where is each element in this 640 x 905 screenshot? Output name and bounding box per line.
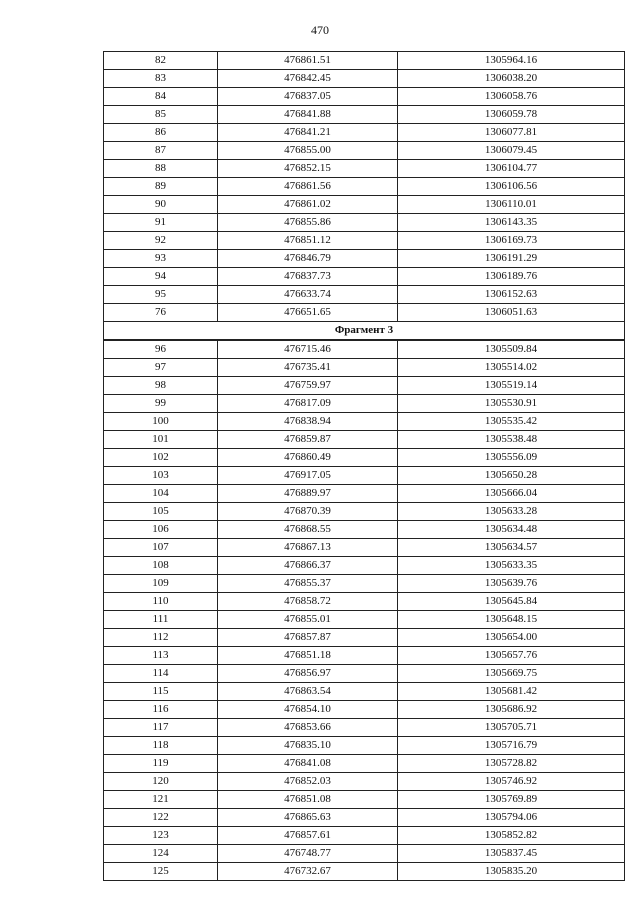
point-number-cell: 88 (104, 160, 218, 178)
table-row (104, 827, 625, 845)
point-number-cell: 76 (104, 304, 218, 322)
point-number-cell: 83 (104, 70, 218, 88)
point-number-cell: 120 (104, 773, 218, 791)
x-coordinate-cell: 476889.97 (218, 485, 398, 503)
x-coordinate-cell: 476857.87 (218, 629, 398, 647)
x-coordinate-cell: 476863.54 (218, 683, 398, 701)
y-coordinate-cell: 1306051.63 (398, 304, 625, 322)
table-row (104, 286, 625, 304)
point-number-cell: 105 (104, 503, 218, 521)
point-number-cell: 93 (104, 250, 218, 268)
x-coordinate-cell: 476858.72 (218, 593, 398, 611)
x-coordinate-cell: 476748.77 (218, 845, 398, 863)
point-number-cell: 87 (104, 142, 218, 160)
point-number-cell: 85 (104, 106, 218, 124)
y-coordinate-cell: 1305705.71 (398, 719, 625, 737)
y-coordinate-cell: 1305648.15 (398, 611, 625, 629)
table-row (104, 683, 625, 701)
point-number-cell: 95 (104, 286, 218, 304)
table-row (104, 791, 625, 809)
y-coordinate-cell: 1305633.35 (398, 557, 625, 575)
table-row (104, 196, 625, 214)
point-number-cell: 89 (104, 178, 218, 196)
y-coordinate-cell: 1306104.77 (398, 160, 625, 178)
y-coordinate-cell: 1305794.06 (398, 809, 625, 827)
table-row (104, 593, 625, 611)
x-coordinate-cell: 476846.79 (218, 250, 398, 268)
point-number-cell: 92 (104, 232, 218, 250)
point-number-cell: 109 (104, 575, 218, 593)
x-coordinate-cell: 476861.51 (218, 52, 398, 70)
x-coordinate-cell: 476759.97 (218, 377, 398, 395)
x-coordinate-cell: 476732.67 (218, 863, 398, 881)
y-coordinate-cell: 1305769.89 (398, 791, 625, 809)
x-coordinate-cell: 476855.86 (218, 214, 398, 232)
table-row (104, 52, 625, 70)
y-coordinate-cell: 1305835.20 (398, 863, 625, 881)
table-row (104, 737, 625, 755)
table-row (104, 304, 625, 322)
point-number-cell: 123 (104, 827, 218, 845)
point-number-cell: 113 (104, 647, 218, 665)
y-coordinate-cell: 1306169.73 (398, 232, 625, 250)
table-row (104, 503, 625, 521)
y-coordinate-cell: 1305514.02 (398, 359, 625, 377)
table-row (104, 124, 625, 142)
point-number-cell: 111 (104, 611, 218, 629)
table-row (104, 268, 625, 286)
y-coordinate-cell: 1306058.76 (398, 88, 625, 106)
y-coordinate-cell: 1305639.76 (398, 575, 625, 593)
x-coordinate-cell: 476865.63 (218, 809, 398, 827)
y-coordinate-cell: 1305681.42 (398, 683, 625, 701)
point-number-cell: 114 (104, 665, 218, 683)
point-number-cell: 108 (104, 557, 218, 575)
x-coordinate-cell: 476817.09 (218, 395, 398, 413)
y-coordinate-cell: 1305634.48 (398, 521, 625, 539)
page-number: 470 (311, 23, 329, 37)
point-number-cell: 104 (104, 485, 218, 503)
point-number-cell: 103 (104, 467, 218, 485)
point-number-cell: 118 (104, 737, 218, 755)
point-number-cell: 101 (104, 431, 218, 449)
coordinates-table (103, 51, 625, 881)
table-row (104, 557, 625, 575)
point-number-cell: 84 (104, 88, 218, 106)
y-coordinate-cell: 1305509.84 (398, 340, 625, 359)
y-coordinate-cell: 1306143.35 (398, 214, 625, 232)
table-row (104, 178, 625, 196)
table-row (104, 359, 625, 377)
table-row (104, 88, 625, 106)
x-coordinate-cell: 476837.73 (218, 268, 398, 286)
x-coordinate-cell: 476835.10 (218, 737, 398, 755)
x-coordinate-cell: 476868.55 (218, 521, 398, 539)
coordinates-table-body (104, 52, 625, 881)
x-coordinate-cell: 476852.15 (218, 160, 398, 178)
table-row (104, 809, 625, 827)
y-coordinate-cell: 1305634.57 (398, 539, 625, 557)
x-coordinate-cell: 476715.46 (218, 340, 398, 359)
point-number-cell: 97 (104, 359, 218, 377)
x-coordinate-cell: 476633.74 (218, 286, 398, 304)
table-row (104, 845, 625, 863)
section-title: Фрагмент 3 (104, 322, 625, 341)
y-coordinate-cell: 1305654.00 (398, 629, 625, 647)
y-coordinate-cell: 1305519.14 (398, 377, 625, 395)
point-number-cell: 119 (104, 755, 218, 773)
x-coordinate-cell: 476853.66 (218, 719, 398, 737)
y-coordinate-cell: 1305556.09 (398, 449, 625, 467)
y-coordinate-cell: 1305728.82 (398, 755, 625, 773)
x-coordinate-cell: 476857.61 (218, 827, 398, 845)
point-number-cell: 125 (104, 863, 218, 881)
table-row (104, 485, 625, 503)
y-coordinate-cell: 1305657.76 (398, 647, 625, 665)
y-coordinate-cell: 1306189.76 (398, 268, 625, 286)
table-row (104, 575, 625, 593)
point-number-cell: 96 (104, 340, 218, 359)
y-coordinate-cell: 1305666.04 (398, 485, 625, 503)
x-coordinate-cell: 476859.87 (218, 431, 398, 449)
table-row (104, 232, 625, 250)
y-coordinate-cell: 1305645.84 (398, 593, 625, 611)
x-coordinate-cell: 476917.05 (218, 467, 398, 485)
x-coordinate-cell: 476861.56 (218, 178, 398, 196)
point-number-cell: 107 (104, 539, 218, 557)
point-number-cell: 90 (104, 196, 218, 214)
point-number-cell: 116 (104, 701, 218, 719)
x-coordinate-cell: 476866.37 (218, 557, 398, 575)
y-coordinate-cell: 1306079.45 (398, 142, 625, 160)
x-coordinate-cell: 476841.08 (218, 755, 398, 773)
y-coordinate-cell: 1305538.48 (398, 431, 625, 449)
y-coordinate-cell: 1305669.75 (398, 665, 625, 683)
x-coordinate-cell: 476854.10 (218, 701, 398, 719)
point-number-cell: 106 (104, 521, 218, 539)
x-coordinate-cell: 476841.21 (218, 124, 398, 142)
table-row (104, 250, 625, 268)
x-coordinate-cell: 476855.37 (218, 575, 398, 593)
point-number-cell: 117 (104, 719, 218, 737)
table-row (104, 629, 625, 647)
x-coordinate-cell: 476861.02 (218, 196, 398, 214)
table-row (104, 467, 625, 485)
point-number-cell: 112 (104, 629, 218, 647)
y-coordinate-cell: 1305530.91 (398, 395, 625, 413)
point-number-cell: 122 (104, 809, 218, 827)
x-coordinate-cell: 476837.05 (218, 88, 398, 106)
point-number-cell: 98 (104, 377, 218, 395)
y-coordinate-cell: 1305535.42 (398, 413, 625, 431)
point-number-cell: 124 (104, 845, 218, 863)
x-coordinate-cell: 476855.00 (218, 142, 398, 160)
point-number-cell: 86 (104, 124, 218, 142)
y-coordinate-cell: 1306106.56 (398, 178, 625, 196)
y-coordinate-cell: 1305746.92 (398, 773, 625, 791)
table-row (104, 377, 625, 395)
section-row (104, 322, 625, 341)
x-coordinate-cell: 476651.65 (218, 304, 398, 322)
y-coordinate-cell: 1306059.78 (398, 106, 625, 124)
y-coordinate-cell: 1306038.20 (398, 70, 625, 88)
x-coordinate-cell: 476852.03 (218, 773, 398, 791)
x-coordinate-cell: 476855.01 (218, 611, 398, 629)
point-number-cell: 91 (104, 214, 218, 232)
y-coordinate-cell: 1305852.82 (398, 827, 625, 845)
y-coordinate-cell: 1305716.79 (398, 737, 625, 755)
y-coordinate-cell: 1305633.28 (398, 503, 625, 521)
point-number-cell: 99 (104, 395, 218, 413)
y-coordinate-cell: 1306152.63 (398, 286, 625, 304)
table-row (104, 214, 625, 232)
x-coordinate-cell: 476838.94 (218, 413, 398, 431)
table-row (104, 611, 625, 629)
table-row (104, 719, 625, 737)
table-row (104, 106, 625, 124)
table-row (104, 755, 625, 773)
table-row (104, 395, 625, 413)
table-row (104, 142, 625, 160)
table-row (104, 431, 625, 449)
y-coordinate-cell: 1306077.81 (398, 124, 625, 142)
point-number-cell: 100 (104, 413, 218, 431)
table-row (104, 863, 625, 881)
point-number-cell: 102 (104, 449, 218, 467)
x-coordinate-cell: 476860.49 (218, 449, 398, 467)
x-coordinate-cell: 476870.39 (218, 503, 398, 521)
x-coordinate-cell: 476851.12 (218, 232, 398, 250)
x-coordinate-cell: 476735.41 (218, 359, 398, 377)
x-coordinate-cell: 476841.88 (218, 106, 398, 124)
table-row (104, 70, 625, 88)
x-coordinate-cell: 476851.18 (218, 647, 398, 665)
table-row (104, 340, 625, 359)
table-row (104, 665, 625, 683)
table-row (104, 413, 625, 431)
point-number-cell: 121 (104, 791, 218, 809)
y-coordinate-cell: 1305964.16 (398, 52, 625, 70)
x-coordinate-cell: 476856.97 (218, 665, 398, 683)
y-coordinate-cell: 1305650.28 (398, 467, 625, 485)
point-number-cell: 82 (104, 52, 218, 70)
point-number-cell: 110 (104, 593, 218, 611)
table-row (104, 160, 625, 178)
point-number-cell: 94 (104, 268, 218, 286)
x-coordinate-cell: 476867.13 (218, 539, 398, 557)
table-row (104, 449, 625, 467)
point-number-cell: 115 (104, 683, 218, 701)
table-row (104, 773, 625, 791)
table-row (104, 521, 625, 539)
y-coordinate-cell: 1306110.01 (398, 196, 625, 214)
y-coordinate-cell: 1306191.29 (398, 250, 625, 268)
table-row (104, 539, 625, 557)
table-row (104, 701, 625, 719)
x-coordinate-cell: 476842.45 (218, 70, 398, 88)
y-coordinate-cell: 1305837.45 (398, 845, 625, 863)
table-row (104, 647, 625, 665)
y-coordinate-cell: 1305686.92 (398, 701, 625, 719)
x-coordinate-cell: 476851.08 (218, 791, 398, 809)
